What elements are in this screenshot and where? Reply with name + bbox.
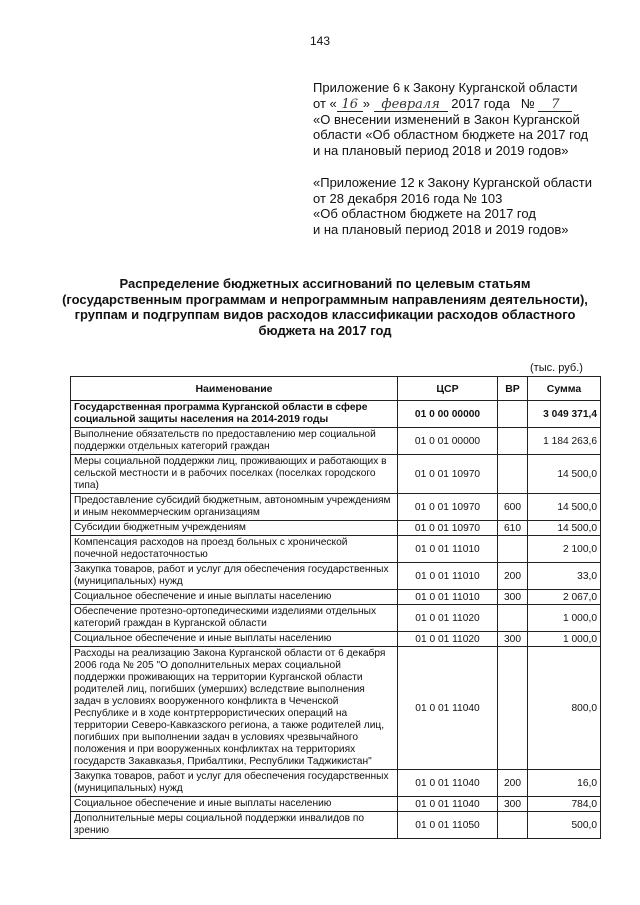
cell-name: Социальное обеспечение и иные выплаты населению <box>71 590 398 605</box>
cell-vr <box>498 401 528 428</box>
table-row <box>71 797 601 812</box>
header-sum: Сумма <box>528 377 601 401</box>
header-vr: ВР <box>498 377 528 401</box>
cell-csr: 01 0 01 10970 <box>398 494 498 521</box>
cell-sum: 2 067,0 <box>528 590 601 605</box>
cell-sum: 500,0 <box>528 812 601 839</box>
cell-csr: 01 0 01 11020 <box>398 632 498 647</box>
cell-csr: 01 0 01 11020 <box>398 605 498 632</box>
table-row <box>71 812 601 839</box>
cell-name: Меры социальной поддержки лиц, проживающих и работающих в сельской местности и в рабочих поселках (поселках городского типа) <box>71 455 398 494</box>
cell-sum: 800,0 <box>528 647 601 770</box>
cell-vr <box>498 605 528 632</box>
table-row <box>71 563 601 590</box>
document-title: Распределение бюджетных ассигнований по целевым статьям (государственным программам и непрограммным направлениям деятельности), группам и подгруппам видов расходов классификации расходов областного бюджета на 2017 год <box>62 276 588 338</box>
cell-name: Закупка товаров, работ и услуг для обеспечения государственных (муниципальных) нужд <box>71 563 398 590</box>
appendix-original-block <box>313 175 592 237</box>
appendix-current-date-line <box>313 96 588 112</box>
date-mid: » <box>362 95 370 111</box>
cell-csr: 01 0 01 10970 <box>398 521 498 536</box>
cell-csr: 01 0 00 00000 <box>398 401 498 428</box>
cell-vr: 300 <box>498 797 528 812</box>
table-row <box>71 455 601 494</box>
appendix-current-block <box>313 80 588 158</box>
appendix-original-line2: от 28 декабря 2016 года № 103 <box>313 190 503 206</box>
cell-vr <box>498 647 528 770</box>
cell-sum: 14 500,0 <box>528 494 601 521</box>
cell-vr: 200 <box>498 770 528 797</box>
table-row <box>71 647 601 770</box>
cell-name: Обеспечение протезно-ортопедическими изделиями отдельных категорий граждан в Курганской области <box>71 605 398 632</box>
appendix-current-line3: «О внесении изменений в Закон Курганской <box>313 111 580 127</box>
cell-sum: 1 000,0 <box>528 605 601 632</box>
handwritten-number: 7 <box>538 99 572 112</box>
cell-name: Выполнение обязательств по предоставлению мер социальной поддержки отдельных категорий граждан <box>71 428 398 455</box>
cell-vr <box>498 428 528 455</box>
cell-vr: 610 <box>498 521 528 536</box>
cell-csr: 01 0 01 11040 <box>398 647 498 770</box>
table-row <box>71 521 601 536</box>
table-header-row <box>71 377 601 401</box>
cell-vr: 600 <box>498 494 528 521</box>
date-prefix: от « <box>313 95 337 111</box>
header-csr: ЦСР <box>398 377 498 401</box>
cell-csr: 01 0 01 11040 <box>398 770 498 797</box>
table-row <box>71 590 601 605</box>
table-row <box>71 770 601 797</box>
cell-name: Социальное обеспечение и иные выплаты населению <box>71 632 398 647</box>
cell-csr: 01 0 01 11050 <box>398 812 498 839</box>
cell-name: Субсидии бюджетным учреждениям <box>71 521 398 536</box>
cell-name: Закупка товаров, работ и услуг для обеспечения государственных (муниципальных) нужд <box>71 770 398 797</box>
cell-sum: 14 500,0 <box>528 521 601 536</box>
appendix-original-line1: «Приложение 12 к Закону Курганской области <box>313 175 592 190</box>
cell-csr: 01 0 01 11040 <box>398 797 498 812</box>
appendix-current-line5: и на плановый период 2018 и 2019 годов» <box>313 142 569 158</box>
appendix-current-line1: Приложение 6 к Закону Курганской области <box>313 80 578 95</box>
cell-csr: 01 0 01 11010 <box>398 536 498 563</box>
cell-name: Расходы на реализацию Закона Курганской области от 6 декабря 2006 года № 205 "О дополнительных мерах социальной поддержки проживающих на территории Курганской области родителей лиц, погибших (умерших) вследствие выполнения задач в условиях вооруженного конфликта в Чеченской Республике и в ходе контртеррористических операций на территории Северо-Кавказского региона, а также родителей лиц, погибших при выполнении задач в условиях чрезвычайного положения и при вооруженных конфликтах на территориях государств Закавказья, Прибалтики, Республики Таджикистан" <box>71 647 398 770</box>
cell-csr: 01 0 01 11010 <box>398 563 498 590</box>
table-row <box>71 428 601 455</box>
table-row <box>71 632 601 647</box>
cell-vr <box>498 536 528 563</box>
cell-sum: 2 100,0 <box>528 536 601 563</box>
cell-sum: 784,0 <box>528 797 601 812</box>
cell-vr: 300 <box>498 590 528 605</box>
cell-name: Государственная программа Курганской области в сфере социальной защиты населения на 2014-2019 годы <box>71 401 398 428</box>
cell-csr: 01 0 01 11010 <box>398 590 498 605</box>
appendix-original-line3: «Об областном бюджете на 2017 год <box>313 206 536 222</box>
cell-sum: 16,0 <box>528 770 601 797</box>
cell-csr: 01 0 01 10970 <box>398 455 498 494</box>
cell-name: Социальное обеспечение и иные выплаты населению <box>71 797 398 812</box>
cell-vr: 200 <box>498 563 528 590</box>
year-suffix: 2017 года <box>451 95 510 111</box>
page-number: 143 <box>309 34 331 48</box>
table-row <box>71 536 601 563</box>
cell-sum: 3 049 371,4 <box>528 401 601 428</box>
header-name: Наименование <box>71 377 398 401</box>
table-row <box>71 605 601 632</box>
table-row <box>71 401 601 428</box>
number-label: № <box>520 95 535 111</box>
appendix-original-line4: и на плановый период 2018 и 2019 годов» <box>313 221 569 237</box>
cell-sum: 33,0 <box>528 563 601 590</box>
cell-vr <box>498 812 528 839</box>
cell-csr: 01 0 01 00000 <box>398 428 498 455</box>
cell-sum: 1 184 263,6 <box>528 428 601 455</box>
budget-table <box>70 376 601 839</box>
cell-sum: 1 000,0 <box>528 632 601 647</box>
cell-name: Дополнительные меры социальной поддержки инвалидов по зрению <box>71 812 398 839</box>
handwritten-day: 16 <box>337 99 363 112</box>
cell-sum: 14 500,0 <box>528 455 601 494</box>
table-row <box>71 494 601 521</box>
cell-name: Компенсация расходов на проезд больных с хронической почечной недостаточностью <box>71 536 398 563</box>
cell-vr <box>498 455 528 494</box>
cell-vr: 300 <box>498 632 528 647</box>
appendix-current-line4: области «Об областном бюджете на 2017 год <box>313 127 589 143</box>
units-label: (тыс. руб.) <box>530 362 583 374</box>
handwritten-month: февраля <box>374 99 448 112</box>
cell-name: Предоставление субсидий бюджетным, автономным учреждениям и иным некоммерческим организациям <box>71 494 398 521</box>
